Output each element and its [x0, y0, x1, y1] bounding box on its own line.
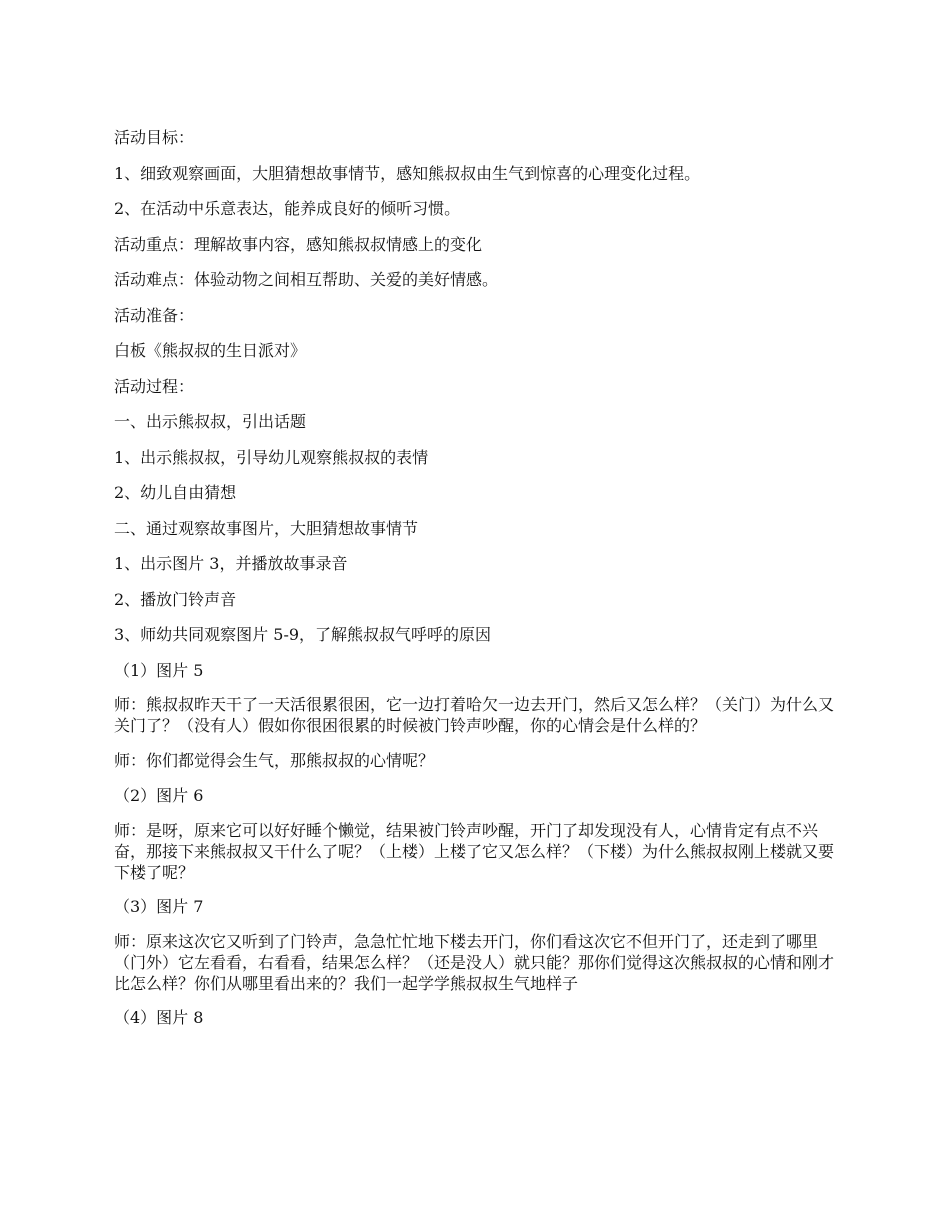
process-substep: 1、出示熊叔叔，引导幼儿观察熊叔叔的表情 — [114, 447, 429, 467]
picture-label-6: （2）图片 6 — [114, 786, 204, 805]
picture-label-5: （1）图片 5 — [114, 660, 204, 680]
process-substep: 2、播放门铃声音 — [114, 589, 237, 609]
section-heading-goals: 活动目标： — [114, 128, 195, 147]
teacher-dialogue: 师：是呀，原来它可以好好睡个懒觉，结果被门铃声吵醒，开门了却发现没有人，心情肯定有点不兴奋，那接下来熊叔叔又干什么了呢？（上楼）上楼了它又怎么样？（下楼）为什么熊叔叔刚上楼就又要下楼了呢？ — [114, 820, 835, 882]
goal-item-1: 1、细致观察画面，大胆猜想故事情节，感知熊叔叔由生气到惊喜的心理变化过程。 — [114, 163, 701, 183]
difficulty-text: 活动难点：体验动物之间相互帮助、关爱的美好情感。 — [114, 270, 499, 289]
goal-item-2: 2、在活动中乐意表达，能养成良好的倾听习惯。 — [114, 199, 461, 218]
process-step-heading-2: 二、通过观察故事图片，大胆猜想故事情节 — [114, 518, 419, 538]
process-step-heading-1: 一、出示熊叔叔，引出话题 — [114, 412, 307, 431]
section-heading-process: 活动过程： — [114, 376, 195, 396]
teacher-dialogue: 师：你们都觉得会生气，那熊叔叔的心情呢？ — [114, 750, 435, 770]
document-body — [114, 126, 836, 1042]
picture-label-7: （3）图片 7 — [114, 897, 204, 916]
teacher-dialogue: 师：熊叔叔昨天干了一天活很累很困，它一边打着哈欠一边去开门，然后又怎么样？（关门）为什么又关门了？（没有人）假如你很困很累的时候被门铃声吵醒，你的心情会是什么样的？ — [114, 695, 835, 735]
teacher-dialogue: 师：原来这次它又听到了门铃声，急急忙忙地下楼去开门，你们看这次它不但开门了，还走到了哪里（门外）它左看看，右看看，结果怎么样？（还是没人）就只能？那你们觉得这次熊叔叔的心情和刚才比怎么样？你们从哪里看出来的？我们一起学学熊叔叔生气地样子 — [114, 931, 835, 993]
picture-label-8: （4）图片 8 — [114, 1008, 204, 1027]
key-point-text: 活动重点：理解故事内容，感知熊叔叔情感上的变化 — [114, 234, 483, 254]
section-heading-preparation: 活动准备： — [114, 305, 195, 325]
process-substep: 3、师幼共同观察图片 5-9，了解熊叔叔气呼呼的原因 — [114, 625, 492, 644]
preparation-text: 白板《熊叔叔的生日派对》 — [114, 341, 307, 360]
process-substep: 1、出示图片 3，并播放故事录音 — [114, 554, 348, 573]
process-substep: 2、幼儿自由猜想 — [114, 483, 237, 502]
